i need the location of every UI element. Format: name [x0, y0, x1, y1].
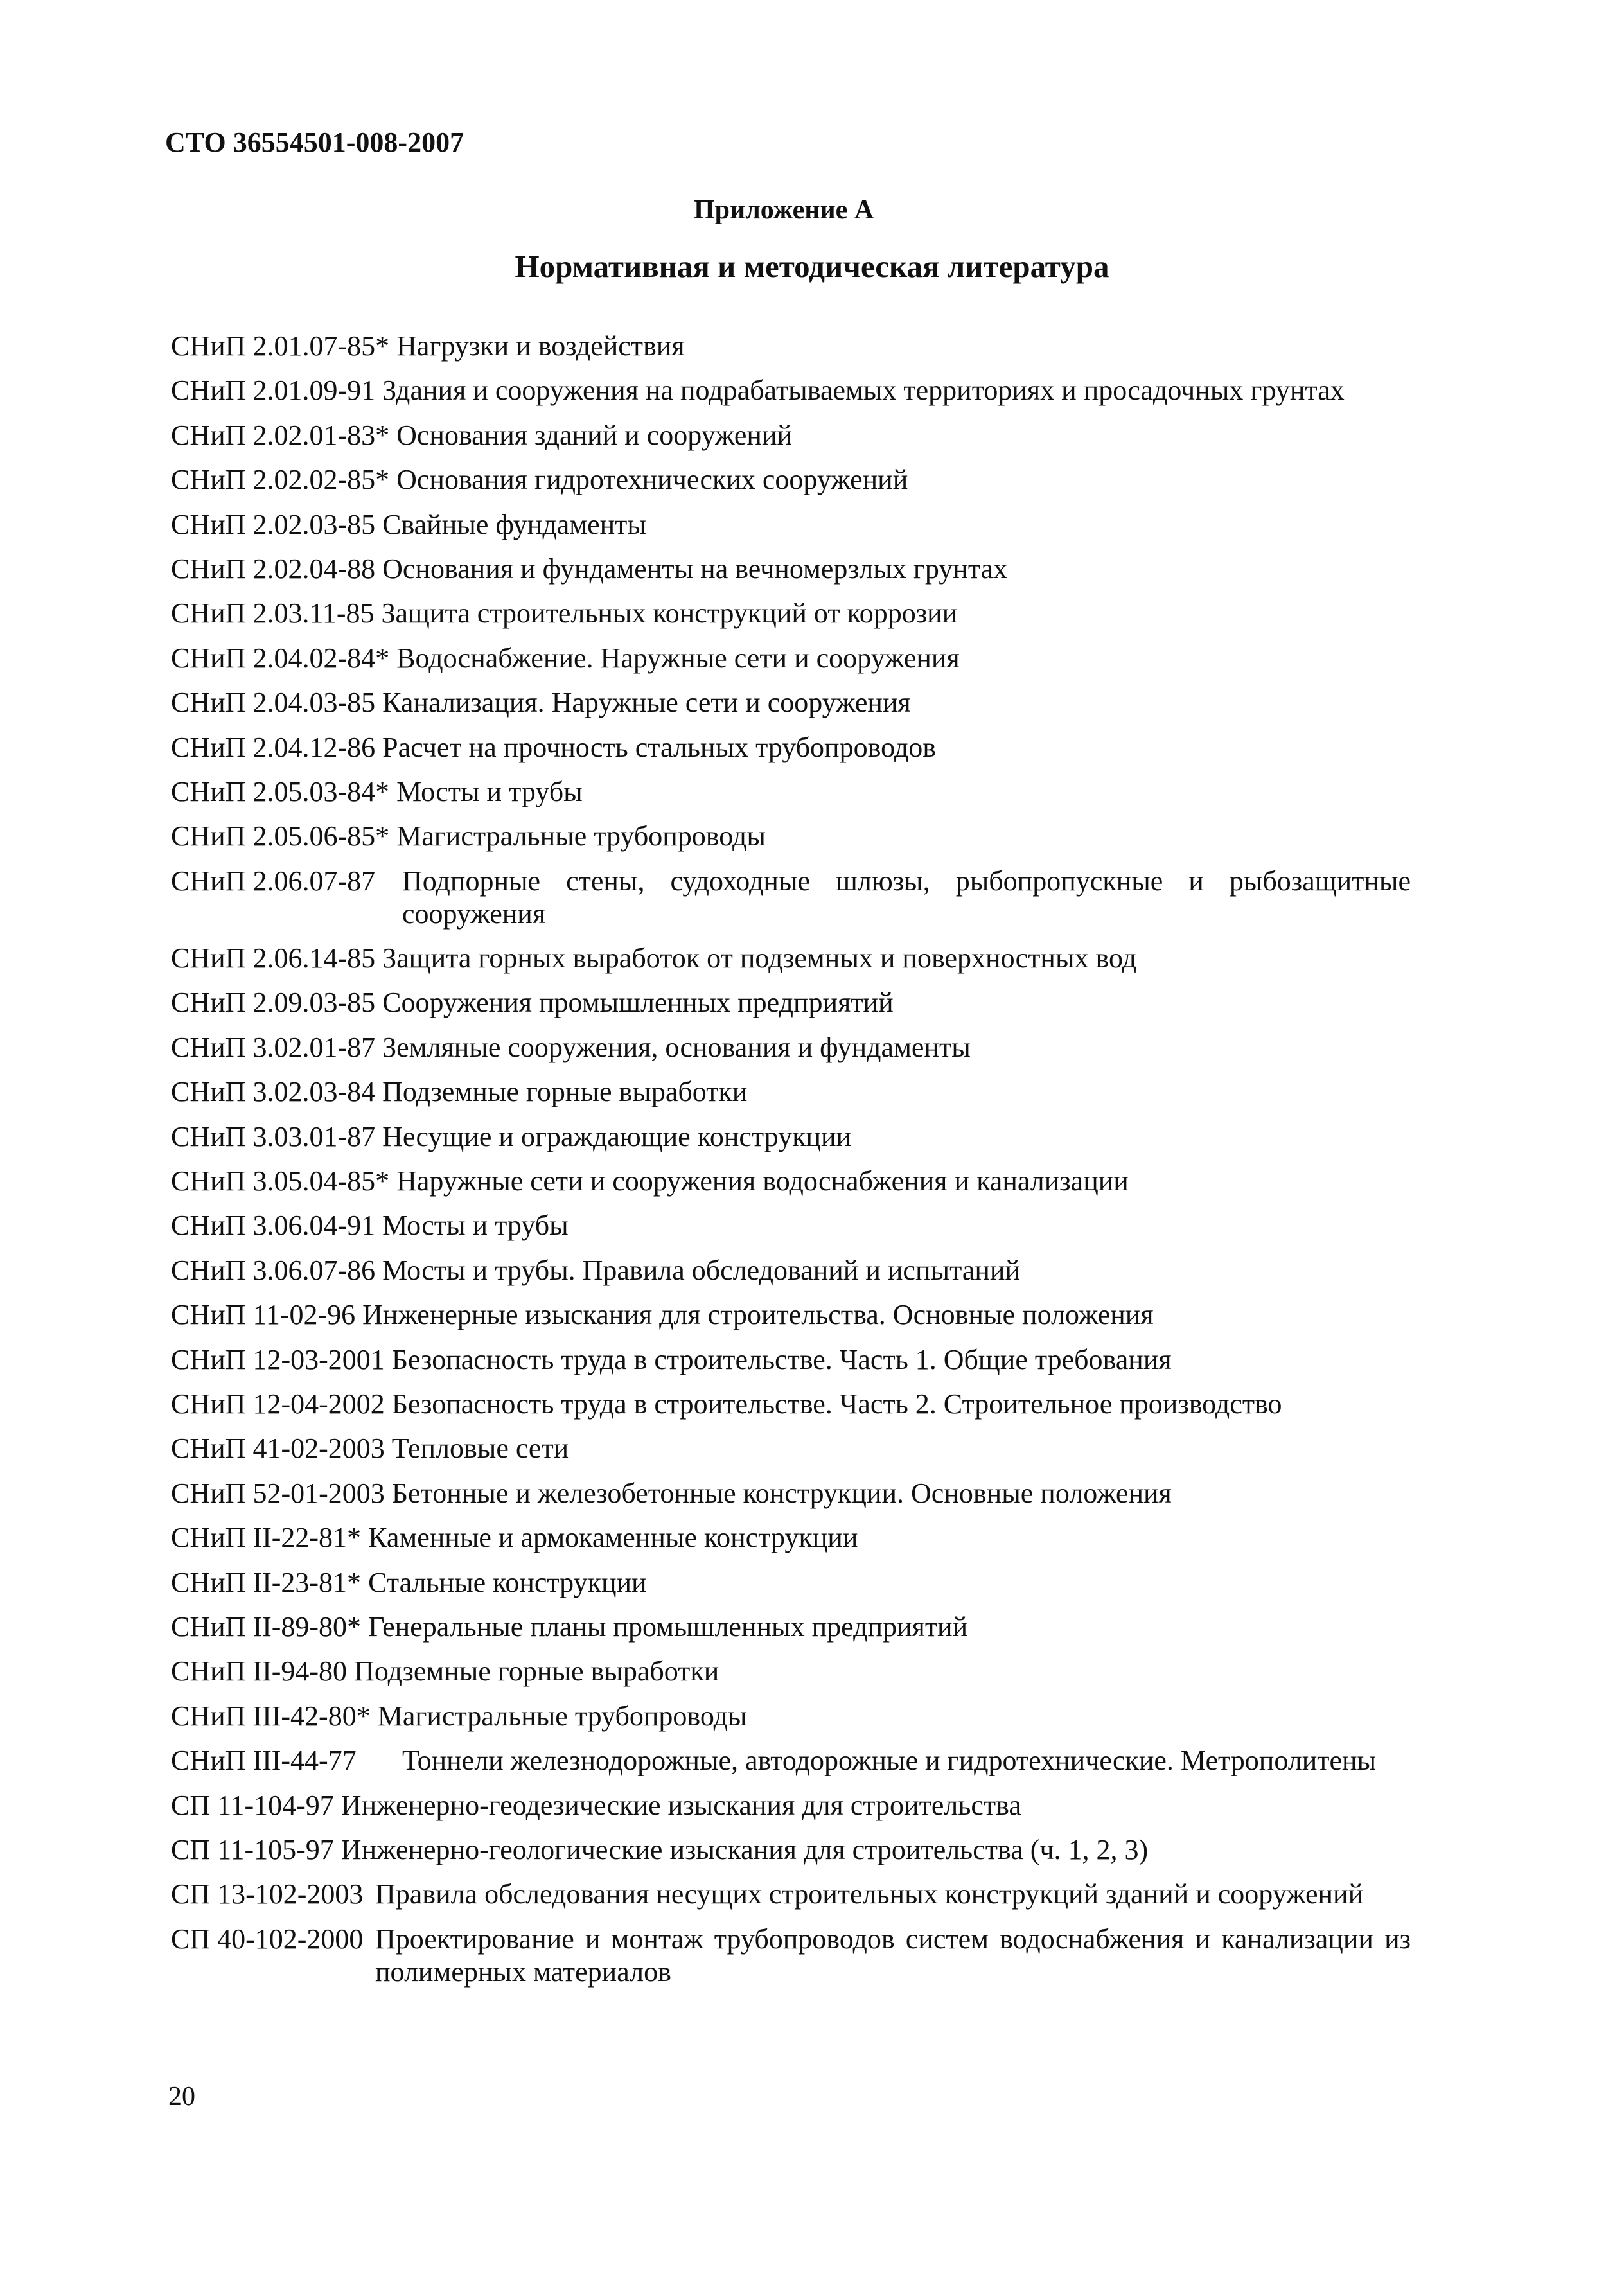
reference-code: СНиП II-22-81*	[171, 1522, 369, 1554]
reference-title: Несущие и ограждающие конструкции	[382, 1120, 852, 1152]
reference-code: СНиП 2.05.06-85*	[171, 820, 397, 852]
reference-item	[171, 1120, 1411, 1153]
reference-item	[171, 986, 1411, 1019]
reference-code: СНиП 12-03-2001	[171, 1343, 392, 1375]
reference-item	[171, 731, 1411, 764]
reference-item	[171, 597, 1411, 630]
reference-item	[171, 1521, 1411, 1554]
reference-title: Здания и сооружения на подрабатываемых территориях и просадочных грунтах	[382, 375, 1345, 407]
reference-code: СНиП 2.04.02-84*	[171, 642, 397, 674]
reference-code: СНиП 3.06.07-86	[171, 1254, 383, 1286]
reference-title: Основания гидротехнических сооружений	[396, 464, 908, 496]
reference-item	[171, 1655, 1411, 1688]
reference-code: СНиП 2.05.03-84*	[171, 775, 397, 807]
reference-code: СП 11-104-97	[171, 1789, 341, 1821]
reference-code: СНиП 2.09.03-85	[171, 987, 383, 1019]
reference-code: СНиП II-23-81*	[171, 1566, 369, 1598]
reference-code: СНиП 2.06.07-87	[171, 865, 383, 897]
reference-title: Мосты и трубы	[396, 775, 583, 807]
reference-code: СП 13-102-2003	[171, 1878, 371, 1910]
reference-item	[171, 1610, 1411, 1643]
reference-code: СНиП 3.02.03-84	[171, 1076, 383, 1108]
appendix-label: Приложение А	[694, 195, 874, 225]
reference-code: СНиП 2.04.12-86	[171, 731, 383, 763]
section-title: Нормативная и методическая литература	[515, 249, 1109, 284]
reference-item	[171, 419, 1411, 452]
reference-item	[171, 1789, 1411, 1822]
document-code: СТО 36554501-008-2007	[165, 127, 464, 158]
reference-code: СНиП 52-01-2003	[171, 1477, 392, 1509]
reference-item	[171, 1833, 1411, 1866]
reference-title: Нагрузки и воздействия	[396, 330, 685, 362]
reference-item	[171, 775, 1411, 808]
reference-code: СНиП 2.06.14-85	[171, 942, 383, 974]
reference-code: СНиП 2.01.07-85*	[171, 330, 397, 362]
reference-title: Стальные конструкции	[368, 1566, 647, 1598]
reference-item	[171, 1343, 1411, 1376]
reference-title: Земляные сооружения, основания и фундаменты	[382, 1031, 971, 1063]
reference-code: СНиП 2.02.01-83*	[171, 419, 397, 451]
reference-title: Свайные фундаменты	[382, 508, 646, 540]
reference-code: СНиП III-42-80*	[171, 1700, 378, 1732]
reference-code: СНиП 2.01.09-91	[171, 375, 383, 407]
reference-item	[171, 330, 1411, 362]
reference-title: Наружные сети и сооружения водоснабжения и канализации	[396, 1165, 1129, 1197]
page-number: 20	[168, 2082, 195, 2111]
reference-title: Тоннели железнодорожные, автодорожные и гидротехнические. Метрополитены	[402, 1745, 1377, 1777]
reference-code: СП 11-105-97	[171, 1833, 341, 1865]
reference-code: СНиП II-89-80*	[171, 1610, 369, 1643]
reference-title: Инженерно-геологические изыскания для строительства (ч. 1, 2, 3)	[340, 1833, 1149, 1865]
reference-item	[171, 1566, 1411, 1599]
reference-item	[171, 1165, 1411, 1197]
reference-code: СНиП 3.06.04-91	[171, 1210, 383, 1242]
reference-item	[171, 1700, 1411, 1732]
reference-title: Магистральные трубопроводы	[396, 820, 766, 852]
reference-item	[171, 1923, 1411, 1988]
reference-code: СНиП 2.04.03-85	[171, 687, 383, 719]
reference-title: Магистральные трубопроводы	[377, 1700, 747, 1732]
reference-item	[171, 1075, 1411, 1108]
reference-list	[171, 330, 1411, 2000]
reference-title: Расчет на прочность стальных трубопроводов	[382, 731, 936, 763]
reference-item	[171, 1254, 1411, 1287]
reference-item	[171, 865, 1411, 930]
reference-code: СНиП 3.05.04-85*	[171, 1165, 397, 1197]
reference-title: Сооружения промышленных предприятий	[382, 987, 894, 1019]
reference-item	[171, 1209, 1411, 1242]
reference-code: СНиП 3.03.01-87	[171, 1120, 383, 1152]
reference-item	[171, 686, 1411, 719]
reference-code: СНиП 12-04-2002	[171, 1388, 392, 1420]
reference-code: СНиП 3.02.01-87	[171, 1031, 383, 1063]
reference-item	[171, 642, 1411, 674]
reference-code: СНиП 41-02-2003	[171, 1432, 392, 1465]
reference-title: Подпорные стены, судоходные шлюзы, рыбопропускные и рыбозащитные сооружения	[402, 865, 1411, 930]
reference-item	[171, 1388, 1411, 1420]
reference-title: Тепловые сети	[391, 1432, 569, 1465]
reference-title: Каменные и армокаменные конструкции	[368, 1522, 858, 1554]
reference-code: СНиП 2.02.04-88	[171, 552, 383, 585]
reference-code: СНиП 2.02.03-85	[171, 508, 383, 540]
reference-item	[171, 1477, 1411, 1510]
reference-item	[171, 508, 1411, 541]
reference-code: СНиП 11-02-96	[171, 1299, 363, 1331]
reference-item	[171, 1432, 1411, 1465]
reference-code: СП 40-102-2000	[171, 1923, 371, 1955]
reference-item	[171, 1298, 1411, 1331]
reference-item	[171, 1744, 1411, 1777]
reference-title: Мосты и трубы. Правила обследований и испытаний	[382, 1254, 1021, 1286]
reference-title: Инженерно-геодезические изыскания для строительства	[340, 1789, 1021, 1821]
reference-title: Генеральные планы промышленных предприятий	[368, 1610, 968, 1643]
reference-item	[171, 1878, 1411, 1910]
reference-code: СНиП 2.03.11-85	[171, 597, 382, 630]
reference-code: СНиП III-44-77	[171, 1745, 364, 1777]
reference-item	[171, 1031, 1411, 1064]
reference-title: Безопасность труда в строительстве. Часть 1. Общие требования	[391, 1343, 1172, 1375]
reference-title: Правила обследования несущих строительных конструкций зданий и сооружений	[375, 1878, 1364, 1910]
reference-title: Основания и фундаменты на вечномерзлых грунтах	[382, 552, 1008, 585]
reference-title: Защита горных выработок от подземных и поверхностных вод	[382, 942, 1137, 974]
reference-title: Канализация. Наружные сети и сооружения	[382, 687, 911, 719]
reference-title: Подземные горные выработки	[382, 1076, 748, 1108]
reference-code: СНиП 2.02.02-85*	[171, 464, 397, 496]
reference-item	[171, 463, 1411, 496]
reference-title: Проектирование и монтаж трубопроводов систем водоснабжения и канализации из полимерных материалов	[375, 1923, 1411, 1988]
reference-title: Защита строительных конструкций от коррозии	[381, 597, 958, 630]
reference-title: Подземные горные выработки	[354, 1655, 719, 1688]
reference-item	[171, 374, 1411, 407]
reference-title: Мосты и трубы	[382, 1210, 569, 1242]
reference-title: Водоснабжение. Наружные сети и сооружения	[396, 642, 960, 674]
reference-title: Безопасность труда в строительстве. Часть 2. Строительное производство	[391, 1388, 1282, 1420]
reference-title: Бетонные и железобетонные конструкции. Основные положения	[391, 1477, 1172, 1509]
reference-item	[171, 552, 1411, 585]
reference-item	[171, 820, 1411, 852]
reference-title: Инженерные изыскания для строительства. Основные положения	[362, 1299, 1154, 1331]
reference-title: Основания зданий и сооружений	[396, 419, 793, 451]
reference-code: СНиП II-94-80	[171, 1655, 355, 1688]
reference-item	[171, 942, 1411, 974]
